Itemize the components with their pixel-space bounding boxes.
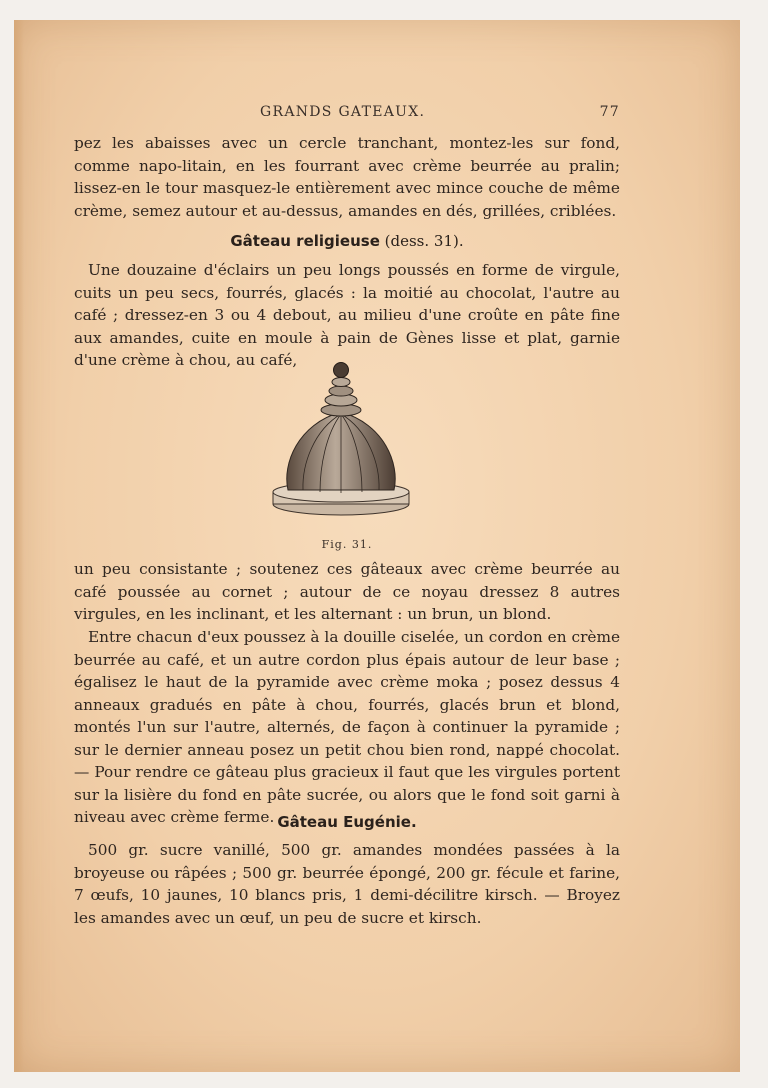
figure-reference: (dess. 31).	[379, 232, 464, 250]
paragraph-text: 500 gr. sucre vanillé, 500 gr. amandes mondées passées à la broyeuse ou râpées ; 500 gr. beurrée épongé, 200 gr. fécule et farine, 7 œufs, 10 jaunes, 10 blancs pris, 1 demi-décilitre kirsch. — Broyez les amandes avec un œuf, un peu de sucre et kirsch.	[74, 841, 620, 927]
section-heading-religieuse	[74, 232, 620, 250]
paragraph-text: Entre chacun d'eux poussez à la douille ciselée, un cordon en crème beurrée au café, et un autre cordon plus épais autour de leur base ; égalisez le haut de la pyramide avec crème moka ; posez dessus 4 anneaux gradués en pâte à chou, fourrés, glacés brun et blond, montés l'un sur l'autre, alternés, de façon à continuer la pyramide ; sur le dernier anneau posez un petit chou bien rond, nappé chocolat. — Pour rendre ce gâteau plus gracieux il faut que les virgules portent sur la lisière du fond en pâte sucrée, ou alors que le fond soit garni à niveau avec crème ferme.	[74, 628, 620, 826]
section-title: Gâteau Eugénie.	[277, 813, 417, 831]
paragraph-text: un peu consistante ; soutenez ces gâteaux avec crème beurrée au café poussée au cornet ; autour de ce noyau dressez 8 autres virgules, en les inclinant, et les alternant : un brun, un blond.	[74, 560, 620, 623]
gateau-religieuse-illustration	[268, 354, 414, 526]
paragraph-continuation	[74, 132, 620, 222]
running-header-title: GRANDS GATEAUX.	[260, 104, 426, 120]
page-number: 77	[599, 104, 620, 120]
paragraph-after-figure	[74, 558, 620, 626]
page-binding-shadow	[14, 20, 24, 1072]
paragraph-entre-chacun	[74, 626, 620, 829]
section-title: Gâteau religieuse	[230, 232, 380, 250]
paragraph-text: Une douzaine d'éclairs un peu longs poussés en forme de virgule, cuits un peu secs, fourrés, glacés : la moitié au chocolat, l'autre au café ; dressez-en 3 ou 4 debout, au milieu d'une croûte en pâte fine aux amandes, cuite en moule à pain de Gènes lisse et plat, garnie d'une crème à chou, au café,	[74, 261, 620, 369]
figure-caption: Fig. 31.	[321, 538, 373, 551]
paragraph-eugenie	[74, 839, 620, 929]
paragraph-text: pez les abaisses avec un cercle tranchant, montez-les sur fond, comme napo-litain, en les fourrant avec crème beurrée au pralin; lissez-en le tour masquez-le entièrement avec mince couche de même crème, semez autour et au-dessus, amandes en dés, grillées, criblées.	[74, 134, 620, 220]
section-heading-eugenie	[74, 813, 620, 831]
